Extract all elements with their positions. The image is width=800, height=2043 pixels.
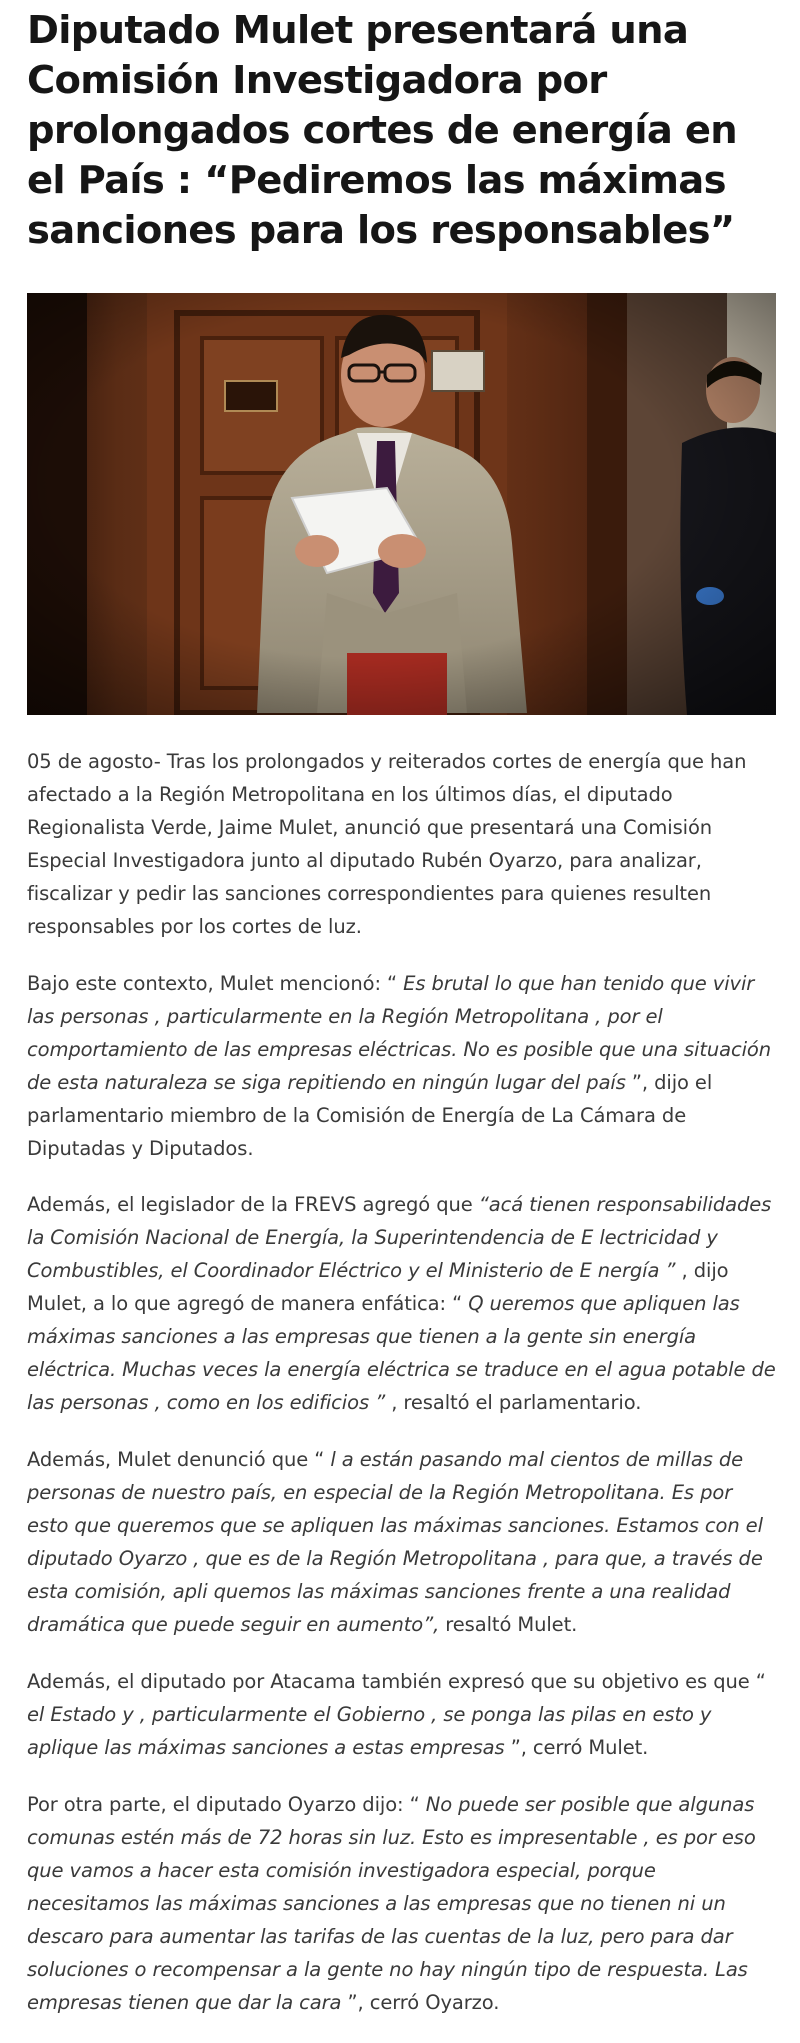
paragraph-text: resaltó Mulet. bbox=[439, 1613, 578, 1636]
article-paragraph bbox=[27, 1665, 779, 1764]
paragraph-text: 05 de agosto- Tras los prolongados y reiterados cortes de energía que han afectado a la Región Metropolitana en los últimos días, el diputado Regionalista Verde, Jaime Mulet, anunció que presentará una Comisión Especial Investigadora junto al diputado Rubén Oyarzo, para analizar, fiscalizar y pedir las sanciones correspondientes para quienes resulten responsables por los cortes de luz. bbox=[27, 750, 747, 938]
paragraph-text: Además, Mulet denunció que “ bbox=[27, 1448, 331, 1471]
paragraph-text: , dijo Mulet, a lo que agregó de manera enfática: “ bbox=[27, 1259, 729, 1315]
paragraph-text: ”, cerró Mulet. bbox=[504, 1736, 649, 1759]
quote-text: Q ueremos que apliquen las máximas sanciones a las empresas que tienen a la gente sin energía eléctrica. Muchas veces la energía eléctrica se traduce en el agua potable de las personas , como en los edificios ” bbox=[27, 1292, 776, 1414]
article-body bbox=[27, 745, 779, 2043]
article-paragraph bbox=[27, 1788, 779, 2019]
quote-text: No puede ser posible que algunas comunas estén más de 72 horas sin luz. Esto es impresentable , es por eso que vamos a hacer esta comisión investigadora especial, porque necesitamos las máximas sanciones a las empresas que no tienen ni un descaro para aumentar las tarifas de las cuentas de la luz, pero para dar soluciones o recompensar a la gente no hay ningún tipo de respuesta. Las empresas tienen que dar la cara bbox=[27, 1793, 756, 2014]
article-paragraph bbox=[27, 1443, 779, 1641]
paragraph-text: Por otra parte, el diputado Oyarzo dijo: “ bbox=[27, 1793, 426, 1816]
quote-text: Es brutal lo que han tenido que vivir las personas , particularmente en la Región Metropolitana , por el comportamiento de las empresas eléctricas. No es posible que una situación de esta naturaleza se siga repitiendo en ningún lugar del país bbox=[27, 972, 772, 1094]
paragraph-text: ”, cerró Oyarzo. bbox=[341, 1991, 500, 2014]
quote-text: el Estado y , particularmente el Gobierno , se ponga las pilas en esto y aplique las máximas sanciones a estas empresas bbox=[27, 1703, 712, 1759]
article-paragraph bbox=[27, 745, 779, 943]
article-title: Diputado Mulet presentará una Comisión Investigadora por prolongados cortes de energía en el País : “Pediremos las máximas sanciones para los responsables” bbox=[27, 8, 737, 253]
paragraph-text: Además, el legislador de la FREVS agregó que bbox=[27, 1193, 479, 1216]
article-paragraph bbox=[27, 1188, 779, 1419]
article-photo bbox=[27, 293, 776, 715]
quote-text: l a están pasando mal cientos de millas de personas de nuestro país, en especial de la Región Metropolitana. Es por esto que queremos que se apliquen las máximas sanciones. Estamos con el diputado Oyarzo , que es de la Región Metropolitana , para que, a través de esta comisión, apli quemos las máximas sanciones frente a una realidad dramática que puede seguir en aumento”, bbox=[27, 1448, 763, 1636]
photo-illustration bbox=[27, 293, 776, 715]
paragraph-text: ”, dijo el parlamentario miembro de la Comisión de Energía de La Cámara de Diputadas y Diputados. bbox=[27, 1071, 713, 1160]
paragraph-text: , resaltó el parlamentario. bbox=[385, 1391, 642, 1414]
article-paragraph bbox=[27, 967, 779, 1165]
paragraph-text: Bajo este contexto, Mulet mencionó: “ bbox=[27, 972, 404, 995]
quote-text: “acá tienen responsabilidades la Comisión Nacional de Energía, la Superintendencia de E lectricidad y Combustibles, el Coordinador Eléctrico y el Ministerio de E nergía ” bbox=[27, 1193, 772, 1282]
paragraph-text: Además, el diputado por Atacama también expresó que su objetivo es que “ bbox=[27, 1670, 766, 1693]
